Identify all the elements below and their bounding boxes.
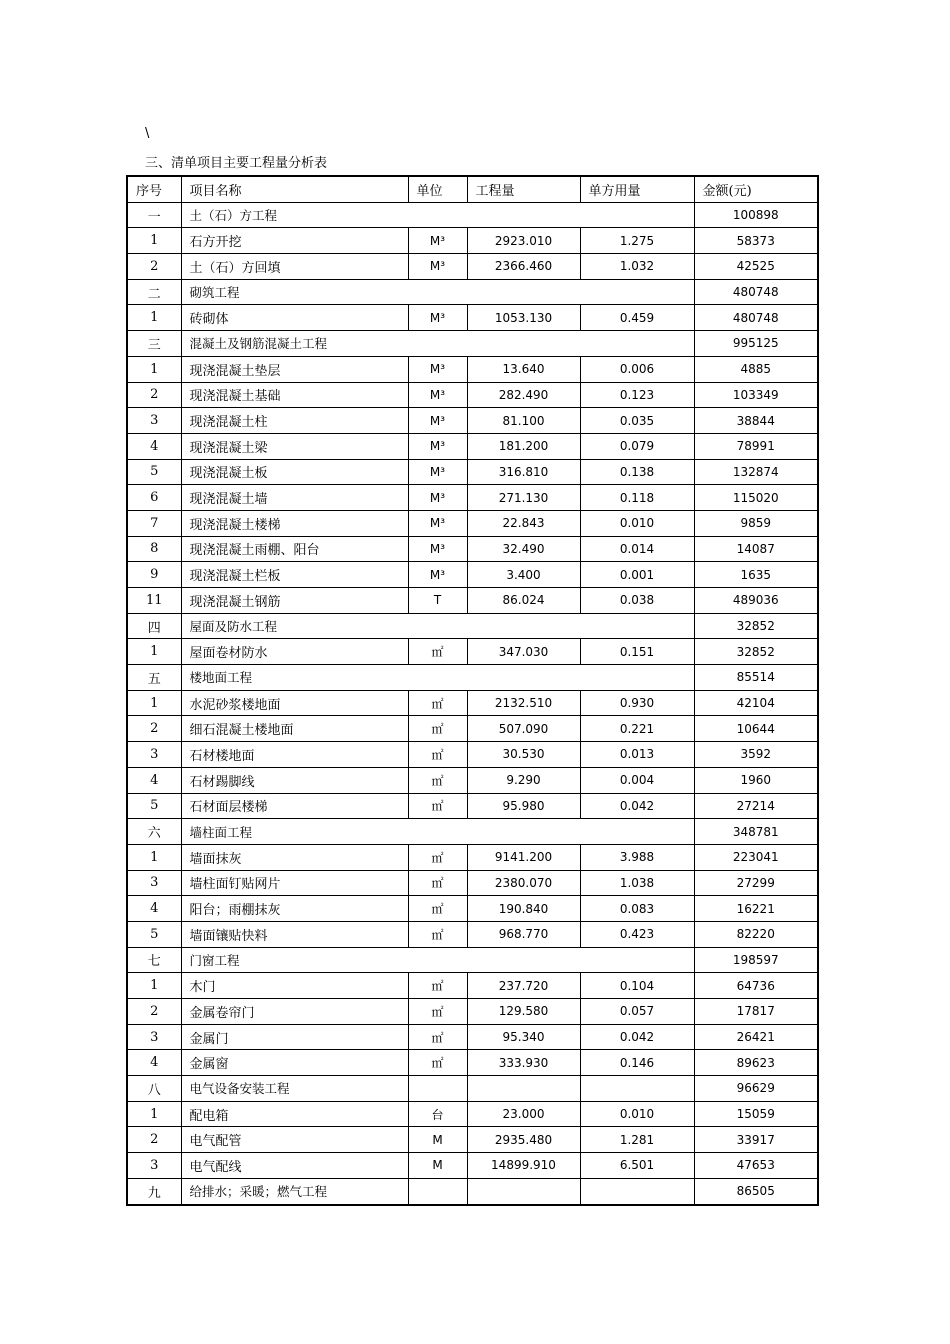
- row-name: 木门: [181, 973, 408, 999]
- row-amount: 85514: [694, 665, 818, 691]
- row-per-unit: 0.118: [580, 485, 694, 511]
- row-amount: 27299: [694, 870, 818, 896]
- section-row: [127, 665, 818, 691]
- row-unit: ㎡: [408, 742, 467, 768]
- row-unit: ㎡: [408, 870, 467, 896]
- table-body: [127, 202, 818, 1204]
- row-per-unit: 0.083: [580, 896, 694, 922]
- col-header-no: 序号: [127, 176, 181, 202]
- row-per-unit: 0.057: [580, 999, 694, 1025]
- row-name: 屋面卷材防水: [181, 639, 408, 665]
- row-per-unit: 6.501: [580, 1153, 694, 1179]
- row-number: 二: [127, 279, 181, 305]
- row-quantity: 507.090: [467, 716, 580, 742]
- table-row: [127, 767, 818, 793]
- row-per-unit: 1.038: [580, 870, 694, 896]
- row-amount: 27214: [694, 793, 818, 819]
- row-name: 石材面层楼梯: [181, 793, 408, 819]
- row-number: 4: [127, 896, 181, 922]
- row-name: 细石混凝土楼地面: [181, 716, 408, 742]
- row-per-unit: 0.014: [580, 536, 694, 562]
- row-number: 2: [127, 716, 181, 742]
- row-quantity: 30.530: [467, 742, 580, 768]
- row-per-unit: 0.010: [580, 510, 694, 536]
- row-unit: ㎡: [408, 999, 467, 1025]
- row-name: 现浇混凝土板: [181, 459, 408, 485]
- row-quantity: 13.640: [467, 356, 580, 382]
- row-name: 屋面及防水工程: [181, 613, 694, 639]
- table-row: [127, 562, 818, 588]
- row-name: 金属卷帘门: [181, 999, 408, 1025]
- row-number: 1: [127, 228, 181, 254]
- table-title: 三、清单项目主要工程量分析表: [145, 156, 328, 171]
- row-name: 砖砌体: [181, 305, 408, 331]
- row-amount: 223041: [694, 844, 818, 870]
- section-row: [127, 819, 818, 845]
- table-row: [127, 716, 818, 742]
- row-amount: 86505: [694, 1178, 818, 1204]
- row-per-unit: 0.151: [580, 639, 694, 665]
- row-unit: ㎡: [408, 921, 467, 947]
- row-name: 给排水；采暖；燃气工程: [181, 1178, 408, 1204]
- table-row: [127, 973, 818, 999]
- backslash-mark: \: [145, 126, 150, 141]
- table-row: [127, 1101, 818, 1127]
- table-row: [127, 459, 818, 485]
- row-number: 3: [127, 742, 181, 768]
- row-amount: 103349: [694, 382, 818, 408]
- row-number: 3: [127, 1153, 181, 1179]
- row-number: 三: [127, 331, 181, 357]
- row-per-unit: 0.146: [580, 1050, 694, 1076]
- row-quantity: 129.580: [467, 999, 580, 1025]
- row-number: 5: [127, 793, 181, 819]
- row-name: 现浇混凝土基础: [181, 382, 408, 408]
- row-amount: 38844: [694, 408, 818, 434]
- row-unit: M³: [408, 382, 467, 408]
- section-row: [127, 947, 818, 973]
- row-number: 1: [127, 356, 181, 382]
- row-name: 电气设备安装工程: [181, 1076, 408, 1102]
- row-per-unit: 0.013: [580, 742, 694, 768]
- row-number: 3: [127, 870, 181, 896]
- row-quantity: 190.840: [467, 896, 580, 922]
- table-row: [127, 1153, 818, 1179]
- row-quantity: 333.930: [467, 1050, 580, 1076]
- row-name: 石材踢脚线: [181, 767, 408, 793]
- row-number: 4: [127, 433, 181, 459]
- row-amount: 1635: [694, 562, 818, 588]
- row-name: 门窗工程: [181, 947, 694, 973]
- row-amount: 15059: [694, 1101, 818, 1127]
- row-amount: 32852: [694, 613, 818, 639]
- section-row: [127, 613, 818, 639]
- row-unit: M³: [408, 433, 467, 459]
- row-quantity: 22.843: [467, 510, 580, 536]
- row-per-unit: 0.459: [580, 305, 694, 331]
- row-number: 六: [127, 819, 181, 845]
- row-per-unit: 0.423: [580, 921, 694, 947]
- row-unit: ㎡: [408, 767, 467, 793]
- row-name: 现浇混凝土柱: [181, 408, 408, 434]
- table-row: [127, 639, 818, 665]
- row-quantity: 81.100: [467, 408, 580, 434]
- table-row: [127, 999, 818, 1025]
- row-name: 配电箱: [181, 1101, 408, 1127]
- row-per-unit: 0.104: [580, 973, 694, 999]
- row-name: 土（石）方工程: [181, 202, 694, 228]
- row-name: 金属门: [181, 1024, 408, 1050]
- row-quantity: 347.030: [467, 639, 580, 665]
- col-header-unit: 单位: [408, 176, 467, 202]
- row-quantity: 95.980: [467, 793, 580, 819]
- row-quantity: 282.490: [467, 382, 580, 408]
- row-number: 7: [127, 510, 181, 536]
- row-unit: M³: [408, 459, 467, 485]
- table-row: [127, 793, 818, 819]
- row-amount: 64736: [694, 973, 818, 999]
- row-name: 电气配管: [181, 1127, 408, 1153]
- col-header-per-unit: 单方用量: [580, 176, 694, 202]
- row-quantity: 271.130: [467, 485, 580, 511]
- table-row: [127, 921, 818, 947]
- row-quantity: 23.000: [467, 1101, 580, 1127]
- row-name: 现浇混凝土梁: [181, 433, 408, 459]
- row-unit: M³: [408, 408, 467, 434]
- table-row: [127, 356, 818, 382]
- row-number: 4: [127, 767, 181, 793]
- row-per-unit: 0.010: [580, 1101, 694, 1127]
- row-per-unit: 0.123: [580, 382, 694, 408]
- row-number: 1: [127, 844, 181, 870]
- row-number: 2: [127, 999, 181, 1025]
- row-name: 阳台；雨棚抹灰: [181, 896, 408, 922]
- row-per-unit: 0.079: [580, 433, 694, 459]
- row-unit: ㎡: [408, 1050, 467, 1076]
- row-amount: 4885: [694, 356, 818, 382]
- row-unit: M³: [408, 305, 467, 331]
- row-name: 墙柱面工程: [181, 819, 694, 845]
- row-unit: M³: [408, 228, 467, 254]
- table-row: [127, 844, 818, 870]
- row-name: 电气配线: [181, 1153, 408, 1179]
- table-row: [127, 382, 818, 408]
- row-amount: 32852: [694, 639, 818, 665]
- table-row: [127, 228, 818, 254]
- row-unit: ㎡: [408, 896, 467, 922]
- section-row: [127, 202, 818, 228]
- row-unit: M³: [408, 485, 467, 511]
- row-per-unit: 1.275: [580, 228, 694, 254]
- row-amount: 489036: [694, 588, 818, 614]
- row-unit: [408, 1178, 467, 1204]
- row-quantity: 2923.010: [467, 228, 580, 254]
- row-amount: 14087: [694, 536, 818, 562]
- table-row: [127, 1050, 818, 1076]
- row-unit: M³: [408, 356, 467, 382]
- row-unit: M: [408, 1153, 467, 1179]
- row-per-unit: 0.035: [580, 408, 694, 434]
- row-amount: 115020: [694, 485, 818, 511]
- row-per-unit: 0.006: [580, 356, 694, 382]
- row-number: 2: [127, 254, 181, 280]
- col-header-amount: 金额(元): [694, 176, 818, 202]
- table-row: [127, 1127, 818, 1153]
- row-amount: 89623: [694, 1050, 818, 1076]
- row-amount: 42104: [694, 690, 818, 716]
- row-per-unit: 0.001: [580, 562, 694, 588]
- row-amount: 480748: [694, 305, 818, 331]
- row-unit: 台: [408, 1101, 467, 1127]
- row-name: 墙面抹灰: [181, 844, 408, 870]
- row-name: 现浇混凝土钢筋: [181, 588, 408, 614]
- row-number: 8: [127, 536, 181, 562]
- row-number: 1: [127, 973, 181, 999]
- row-quantity: 2366.460: [467, 254, 580, 280]
- table-row: [127, 510, 818, 536]
- row-name: 砌筑工程: [181, 279, 694, 305]
- row-number: 七: [127, 947, 181, 973]
- row-unit: [408, 1076, 467, 1102]
- row-unit: ㎡: [408, 973, 467, 999]
- table-row: [127, 588, 818, 614]
- table-row: [127, 690, 818, 716]
- row-quantity: 1053.130: [467, 305, 580, 331]
- row-number: 11: [127, 588, 181, 614]
- row-name: 金属窗: [181, 1050, 408, 1076]
- row-unit: M³: [408, 510, 467, 536]
- row-unit: T: [408, 588, 467, 614]
- row-number: 1: [127, 639, 181, 665]
- row-unit: M³: [408, 254, 467, 280]
- header-row: [127, 176, 818, 202]
- row-number: 1: [127, 1101, 181, 1127]
- section-row: [127, 1076, 818, 1102]
- col-header-name: 项目名称: [181, 176, 408, 202]
- row-name: 现浇混凝土雨棚、阳台: [181, 536, 408, 562]
- table-row: [127, 485, 818, 511]
- row-amount: 78991: [694, 433, 818, 459]
- row-name: 楼地面工程: [181, 665, 694, 691]
- row-name: 水泥砂浆楼地面: [181, 690, 408, 716]
- row-name: 现浇混凝土垫层: [181, 356, 408, 382]
- row-amount: 96629: [694, 1076, 818, 1102]
- row-number: 5: [127, 921, 181, 947]
- row-quantity: [467, 1178, 580, 1204]
- row-unit: M³: [408, 536, 467, 562]
- row-quantity: 3.400: [467, 562, 580, 588]
- section-row: [127, 279, 818, 305]
- table-row: [127, 408, 818, 434]
- row-quantity: 95.340: [467, 1024, 580, 1050]
- row-unit: ㎡: [408, 690, 467, 716]
- table-row: [127, 870, 818, 896]
- row-quantity: 237.720: [467, 973, 580, 999]
- row-amount: 82220: [694, 921, 818, 947]
- row-per-unit: 0.042: [580, 1024, 694, 1050]
- row-amount: 17817: [694, 999, 818, 1025]
- row-number: 6: [127, 485, 181, 511]
- row-per-unit: 0.004: [580, 767, 694, 793]
- row-quantity: 316.810: [467, 459, 580, 485]
- row-amount: 47653: [694, 1153, 818, 1179]
- row-number: 五: [127, 665, 181, 691]
- row-unit: ㎡: [408, 1024, 467, 1050]
- row-name: 墙面镶贴快料: [181, 921, 408, 947]
- table-row: [127, 433, 818, 459]
- row-name: 土（石）方回填: [181, 254, 408, 280]
- row-amount: 132874: [694, 459, 818, 485]
- row-number: 一: [127, 202, 181, 228]
- row-unit: ㎡: [408, 716, 467, 742]
- row-number: 1: [127, 305, 181, 331]
- row-amount: 26421: [694, 1024, 818, 1050]
- row-amount: 33917: [694, 1127, 818, 1153]
- row-per-unit: 0.038: [580, 588, 694, 614]
- row-amount: 100898: [694, 202, 818, 228]
- row-per-unit: 1.032: [580, 254, 694, 280]
- row-number: 四: [127, 613, 181, 639]
- table-row: [127, 305, 818, 331]
- row-number: 3: [127, 1024, 181, 1050]
- row-name: 现浇混凝土墙: [181, 485, 408, 511]
- row-amount: 198597: [694, 947, 818, 973]
- row-number: 2: [127, 382, 181, 408]
- row-per-unit: [580, 1178, 694, 1204]
- row-quantity: 14899.910: [467, 1153, 580, 1179]
- row-per-unit: 0.042: [580, 793, 694, 819]
- row-per-unit: 0.930: [580, 690, 694, 716]
- table-row: [127, 536, 818, 562]
- row-number: 2: [127, 1127, 181, 1153]
- section-row: [127, 1178, 818, 1204]
- row-per-unit: 0.138: [580, 459, 694, 485]
- section-row: [127, 331, 818, 357]
- row-amount: 3592: [694, 742, 818, 768]
- row-number: 3: [127, 408, 181, 434]
- row-number: 九: [127, 1178, 181, 1204]
- row-unit: ㎡: [408, 639, 467, 665]
- row-name: 石方开挖: [181, 228, 408, 254]
- row-quantity: 968.770: [467, 921, 580, 947]
- row-number: 4: [127, 1050, 181, 1076]
- row-unit: ㎡: [408, 793, 467, 819]
- row-unit: ㎡: [408, 844, 467, 870]
- col-header-qty: 工程量: [467, 176, 580, 202]
- row-quantity: 32.490: [467, 536, 580, 562]
- row-name: 现浇混凝土栏板: [181, 562, 408, 588]
- row-amount: 9859: [694, 510, 818, 536]
- row-number: 9: [127, 562, 181, 588]
- row-name: 现浇混凝土楼梯: [181, 510, 408, 536]
- row-amount: 1960: [694, 767, 818, 793]
- row-per-unit: 1.281: [580, 1127, 694, 1153]
- row-per-unit: 0.221: [580, 716, 694, 742]
- row-quantity: [467, 1076, 580, 1102]
- row-quantity: 2132.510: [467, 690, 580, 716]
- row-amount: 58373: [694, 228, 818, 254]
- row-amount: 348781: [694, 819, 818, 845]
- row-unit: M: [408, 1127, 467, 1153]
- row-name: 墙柱面钉贴网片: [181, 870, 408, 896]
- row-quantity: 2380.070: [467, 870, 580, 896]
- row-amount: 16221: [694, 896, 818, 922]
- row-quantity: 181.200: [467, 433, 580, 459]
- row-number: 5: [127, 459, 181, 485]
- row-number: 八: [127, 1076, 181, 1102]
- table-row: [127, 742, 818, 768]
- row-amount: 42525: [694, 254, 818, 280]
- row-name: 石材楼地面: [181, 742, 408, 768]
- quantity-analysis-table: [126, 175, 819, 1206]
- row-quantity: 9141.200: [467, 844, 580, 870]
- row-quantity: 9.290: [467, 767, 580, 793]
- row-unit: M³: [408, 562, 467, 588]
- row-amount: 995125: [694, 331, 818, 357]
- row-number: 1: [127, 690, 181, 716]
- table-row: [127, 1024, 818, 1050]
- row-quantity: 2935.480: [467, 1127, 580, 1153]
- row-per-unit: 3.988: [580, 844, 694, 870]
- table-row: [127, 896, 818, 922]
- row-amount: 10644: [694, 716, 818, 742]
- row-name: 混凝土及钢筋混凝土工程: [181, 331, 694, 357]
- row-quantity: 86.024: [467, 588, 580, 614]
- row-per-unit: [580, 1076, 694, 1102]
- row-amount: 480748: [694, 279, 818, 305]
- table-row: [127, 254, 818, 280]
